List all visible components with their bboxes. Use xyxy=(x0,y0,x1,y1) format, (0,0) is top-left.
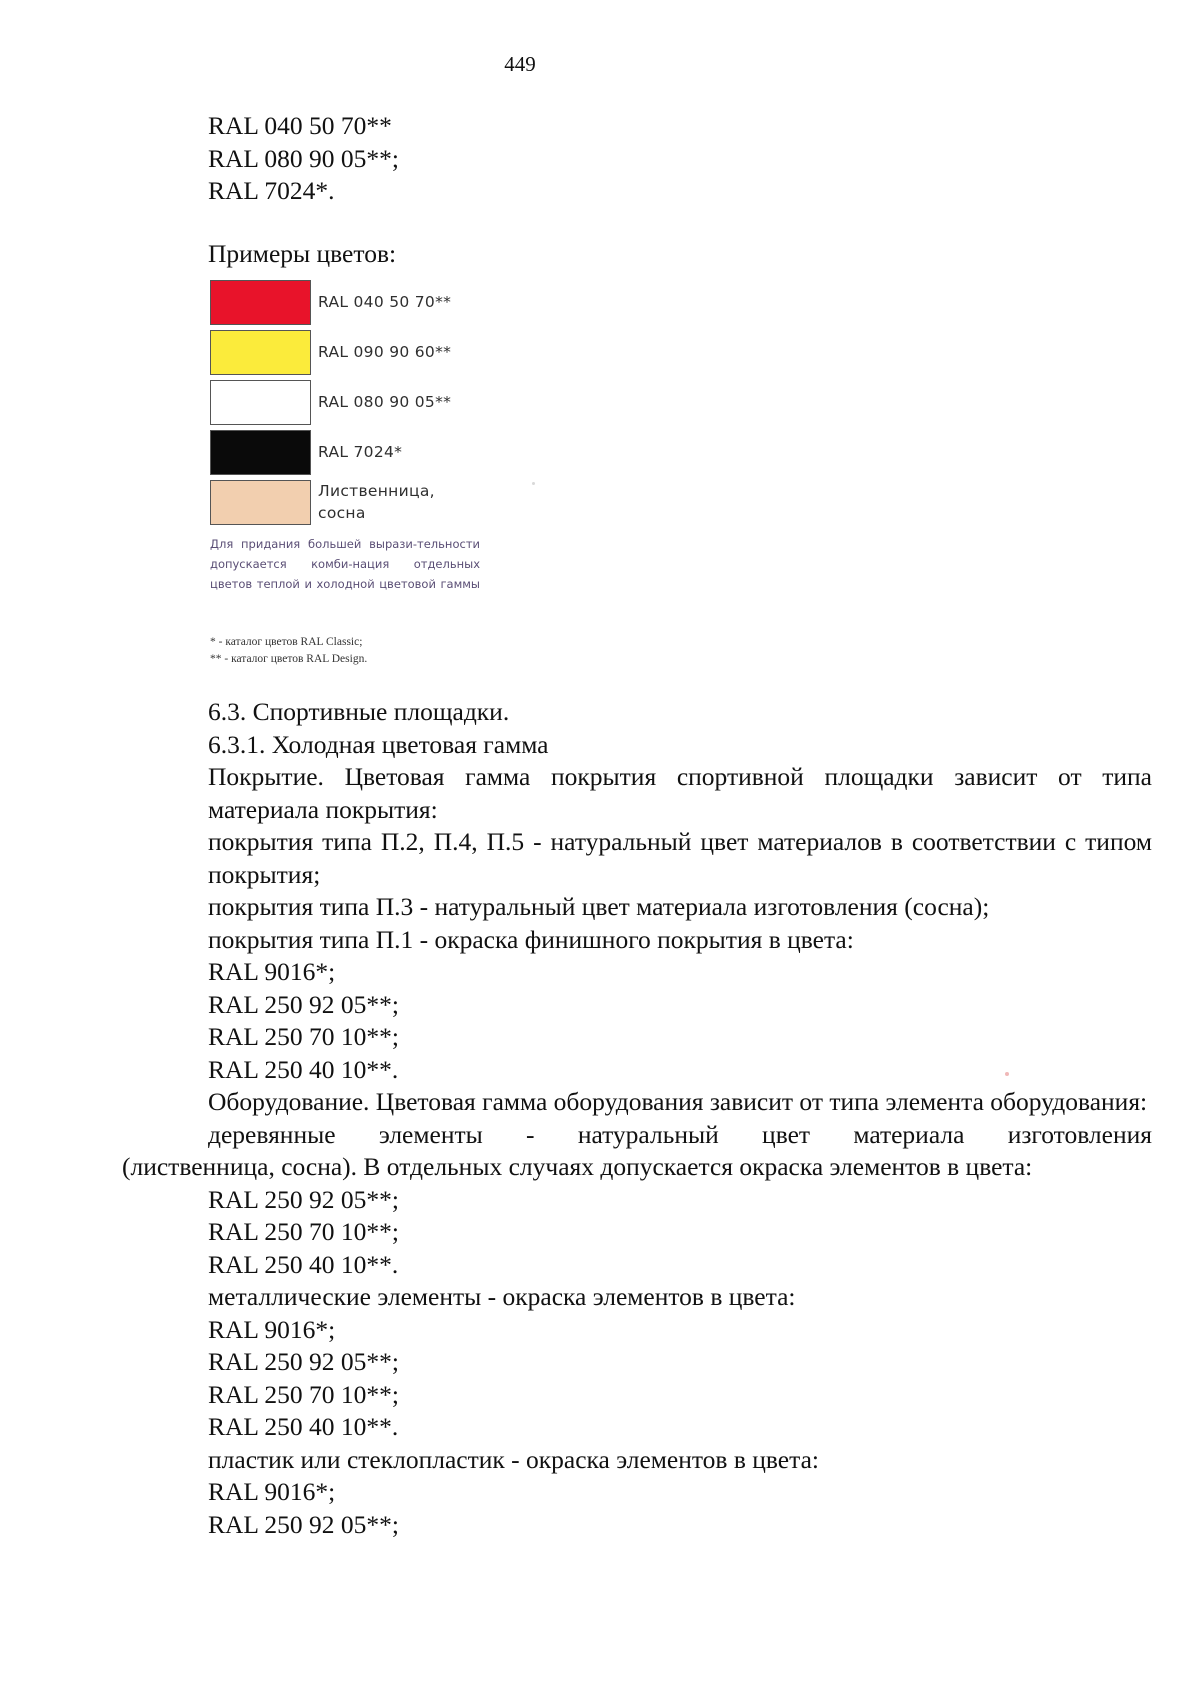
footnote-ral-classic: * - каталог цветов RAL Classic; xyxy=(210,636,363,648)
color-code-line: RAL 040 50 70** xyxy=(208,111,392,140)
color-swatch-black xyxy=(210,430,311,475)
color-code-line: RAL 080 90 05**; xyxy=(208,143,400,173)
color-code-line: RAL 250 40 10**. xyxy=(208,1249,399,1279)
swatch-row-red xyxy=(210,280,485,328)
coating-type-p3: покрытия типа П.3 - натуральный цвет материала изготовления (сосна); xyxy=(208,892,990,921)
color-code-line: RAL 250 92 05**; xyxy=(208,989,400,1019)
color-code-line: RAL 7024*. xyxy=(208,176,335,205)
color-code-line: RAL 250 40 10**. xyxy=(208,1054,399,1084)
plastic-elements: пластик или стеклопластик - окраска элементов в цвета: xyxy=(208,1444,819,1474)
color-swatch-red xyxy=(210,280,311,325)
swatch-row-black xyxy=(210,430,485,478)
color-code-line: RAL 250 92 05**; xyxy=(208,1184,400,1214)
sports-grounds-section xyxy=(122,696,1152,1541)
subsection-title: 6.3.1. Холодная цветовая гамма xyxy=(208,729,549,759)
swatch-label: RAL 080 90 05** xyxy=(318,393,452,411)
scan-speck xyxy=(1005,1072,1009,1076)
swatch-label: Лиственница, сосна xyxy=(318,482,435,522)
top-color-codes xyxy=(122,110,1152,208)
swatch-label: RAL 090 90 60** xyxy=(318,343,452,361)
swatch-note: Для придания большей вырази-тельности допускается комби-нация отдельных цветов теплой и холодной цветовой гаммы xyxy=(210,537,480,591)
metal-elements: металлические элементы - окраска элементов в цвета: xyxy=(208,1282,796,1311)
color-swatch-wood xyxy=(210,480,311,525)
coating-intro: Покрытие. Цветовая гамма покрытия спортивной площадки зависит от типа материала покрытия: xyxy=(208,762,1152,824)
scan-speck xyxy=(532,482,535,485)
examples-section xyxy=(122,238,1152,271)
examples-heading: Примеры цветов: xyxy=(208,239,397,268)
color-swatch-legend xyxy=(210,280,485,594)
wood-elements-line-1: деревянные элементы - натуральный цвет материала изготовления xyxy=(208,1119,1152,1149)
coating-type-p1: покрытия типа П.1 - окраска финишного покрытия в цвета: xyxy=(208,924,854,954)
color-code-line: RAL 250 70 10**; xyxy=(208,1217,400,1246)
color-code-line: RAL 9016*; xyxy=(208,1314,336,1344)
swatch-label: RAL 040 50 70** xyxy=(318,293,452,311)
color-code-line: RAL 250 70 10**; xyxy=(208,1022,400,1051)
footnote-ral-design: ** - каталог цветов RAL Design. xyxy=(210,653,368,665)
color-code-line: RAL 9016*; xyxy=(208,957,336,986)
color-code-line: RAL 250 92 05**; xyxy=(208,1509,400,1539)
swatch-row-wood xyxy=(210,480,485,528)
color-swatch-yellow xyxy=(210,330,311,375)
equipment-intro: Оборудование. Цветовая гамма оборудования зависит от типа элемента оборудования: xyxy=(208,1087,1148,1116)
color-swatch-white xyxy=(210,380,311,425)
color-code-line: RAL 9016*; xyxy=(208,1477,336,1506)
section-title: 6.3. Спортивные площадки. xyxy=(208,697,510,726)
color-code-line: RAL 250 40 10**. xyxy=(208,1412,399,1441)
swatch-row-yellow xyxy=(210,330,485,378)
color-code-line: RAL 250 92 05**; xyxy=(208,1347,400,1376)
swatch-row-white xyxy=(210,380,485,428)
page-number: 449 xyxy=(504,52,536,76)
footnotes xyxy=(210,634,367,668)
color-code-line: RAL 250 70 10**; xyxy=(208,1379,400,1409)
coating-type-p2-p4-p5: покрытия типа П.2, П.4, П.5 - натуральный цвет материалов в соответствии с типом покрытия; xyxy=(208,827,1152,889)
swatch-label: RAL 7024* xyxy=(318,443,403,461)
wood-elements-line-2: (лиственница, сосна). В отдельных случаях допускается окраска элементов в цвета: xyxy=(122,1152,1033,1181)
